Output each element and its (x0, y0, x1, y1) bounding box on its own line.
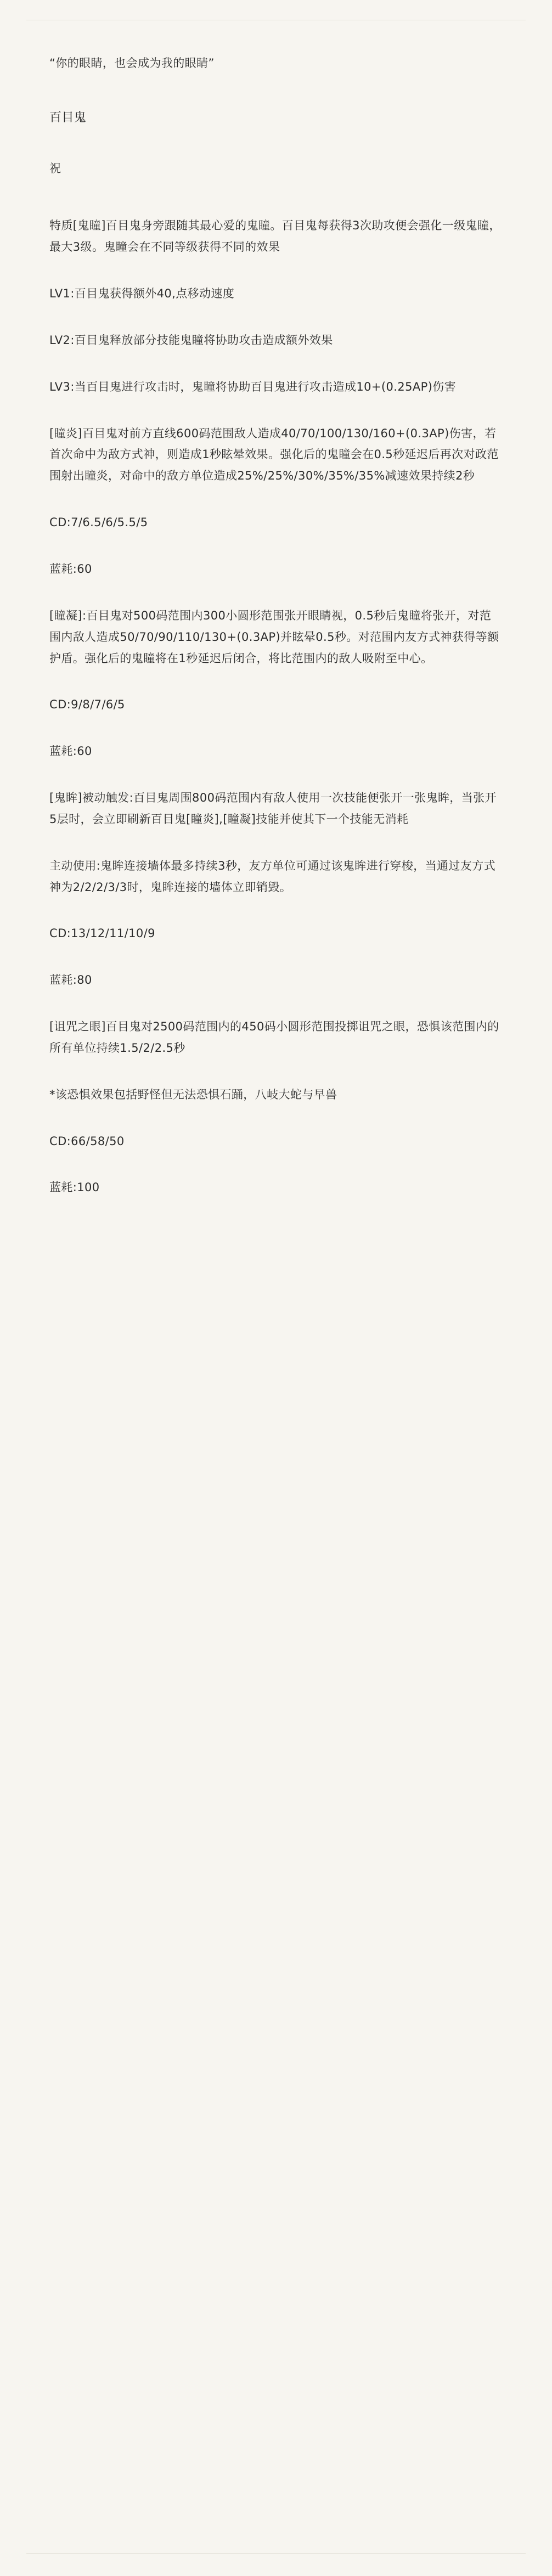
skill-three-mana-cost: 蓝耗:80 (49, 973, 92, 987)
skill-three-passive-description: [鬼眸]被动触发:百目鬼周围800码范围内有敌人使用一次技能便张开一张鬼眸，当张开5层时，会立即刷新百目鬼[瞳炎],[瞳凝]技能并使其下一个技能无消耗 (49, 791, 497, 826)
character-name-title: 百目鬼 (49, 110, 87, 125)
character-role-subtitle: 祝 (49, 161, 61, 175)
skill-two-cooldown: CD:9/8/7/6/5 (49, 698, 125, 712)
passive-level-3: LV3:当百目鬼进行攻击时，鬼瞳将协助百目鬼进行攻击造成10+(0.25AP)伤害 (49, 380, 457, 393)
opening-quote: “你的眼睛，也会成为我的眼睛” (49, 57, 215, 70)
passive-level-2: LV2:百目鬼释放部分技能鬼瞳将协助攻击造成额外效果 (49, 333, 333, 347)
skill-two-mana-cost: 蓝耗:60 (49, 745, 92, 758)
ultimate-footnote: *该恐惧效果包括野怪但无法恐惧石踊，八岐大蛇与早兽 (49, 1087, 337, 1101)
skill-one-mana-cost: 蓝耗:60 (49, 562, 92, 576)
skill-one-description: [瞳炎]百目鬼对前方直线600码范围敌人造成40/70/100/130/160+(0.3AP)伤害，若首次命中为敌方式神，则造成1秒眩晕效果。强化后的鬼瞳会在0.5秒延迟后再次对政范围射出瞳炎，对命中的敌方单位造成25%/25%/30%/35%/35%减速效果持续2秒 (49, 426, 499, 483)
passive-ability-description: 特质[鬼瞳]百目鬼身旁跟随其最心爱的鬼瞳。百目鬼每获得3次助攻便会强化一级鬼瞳，最大3级。鬼瞳会在不同等级获得不同的效果 (49, 219, 501, 254)
document-content (0, 0, 552, 1252)
skill-two-description: [瞳凝]:百目鬼对500码范围内300小圆形范围张开眼睛视，0.5秒后鬼瞳将张开，对范围内敌人造成50/70/90/110/130+(0.3AP)并眩晕0.5秒。对范围内友方式神获得等额护盾。强化后的鬼瞳将在1秒延迟后闭合，将比范围内的敌人吸附至中心。 (49, 608, 499, 665)
skill-three-cooldown: CD:13/12/11/10/9 (49, 927, 155, 940)
skill-three-active-description: 主动使用:鬼眸连接墙体最多持续3秒，友方单位可通过该鬼眸进行穿梭，当通过友方式神为2/2/2/3/3时，鬼眸连接的墙体立即销毁。 (49, 859, 496, 894)
skill-one-cooldown: CD:7/6.5/6/5.5/5 (49, 516, 148, 529)
ultimate-description: [诅咒之眼]百目鬼对2500码范围内的450码小圆形范围投掷诅咒之眼，恐惧该范围内的所有单位持续1.5/2/2.5秒 (49, 1020, 499, 1055)
ultimate-cooldown: CD:66/58/50 (49, 1134, 125, 1148)
passive-level-1: LV1:百目鬼获得额外40,点移动速度 (49, 287, 235, 301)
ultimate-mana-cost: 蓝耗:100 (49, 1181, 100, 1194)
